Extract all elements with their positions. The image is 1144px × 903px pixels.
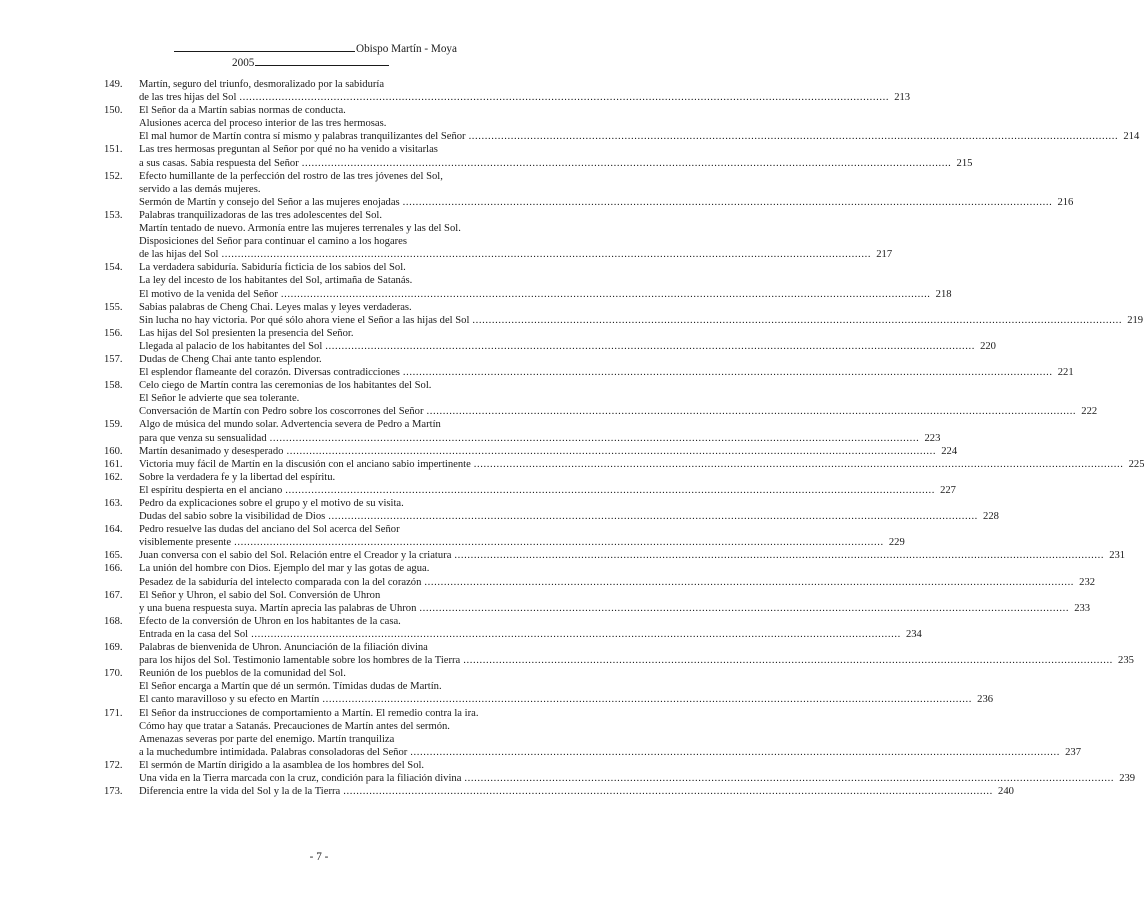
dot-leader: ........................................................................................................................................................................................................ (325, 340, 975, 352)
toc-entry-line (104, 130, 1140, 143)
toc-entry-line (104, 707, 544, 720)
entry-title-text: Cómo hay que tratar a Satanás. Precauciones de Martín antes del sermón. (139, 720, 450, 732)
entry-title-text: visiblemente presente (139, 537, 232, 549)
entry-title-text: El Señor y Uhron, el sabio del Sol. Conversión de Uhron (139, 589, 381, 601)
dot-leader: ........................................................................................................................................................................................................ (280, 288, 931, 300)
dot-leader: ........................................................................................................................................................................................................ (322, 694, 973, 706)
entry-number: 163. (104, 498, 123, 509)
toc-entry-line (104, 720, 544, 733)
entry-title-text: Las tres hermosas preguntan al Señor por qué no ha venido a visitarlas (139, 144, 438, 156)
entry-page-number: 227 (940, 484, 956, 496)
entry-title-text: Pedro da explicaciones sobre el grupo y el motivo de su visita. (139, 498, 404, 509)
entry-title-text: para que venza su sensualidad (139, 432, 267, 444)
toc-entry (104, 707, 1081, 759)
toc-entry (104, 327, 996, 353)
entry-title-text: Efecto humillante de la perfección del rostro de las tres jóvenes del Sol, (139, 170, 443, 182)
running-header (0, 40, 638, 74)
entry-number: 166. (104, 563, 123, 575)
entry-title-text: La ley del incesto de los habitantes del Sol, artimaña de Satanás. (139, 275, 413, 287)
entry-page-number: 236 (977, 694, 994, 706)
entry-page-number: 223 (924, 432, 941, 444)
toc-entry-line (104, 733, 544, 746)
entry-number: 173. (104, 786, 123, 798)
toc-entry-line (104, 445, 958, 458)
toc-entry (104, 104, 1140, 143)
toc-entry-line (104, 288, 952, 301)
entry-title-text: Amenazas severas por parte del enemigo. Martín tranquiliza (139, 733, 395, 745)
entry-page-number: 214 (1123, 131, 1140, 143)
entry-page-number: 240 (998, 786, 1014, 798)
toc-entry (104, 209, 893, 261)
entry-title-text: El Señor da instrucciones de comportamiento a Martín. El remedio contra la ira. (139, 707, 479, 719)
entry-number: 152. (104, 170, 123, 182)
entry-title-text: Victoria muy fácil de Martín en la discusión con el anciano sabio impertinente (139, 458, 471, 470)
toc-entry-line (104, 405, 1098, 418)
entry-title-text: Efecto de la conversión de Uhron en los habitantes de la casa. (139, 615, 401, 627)
dot-leader: ........................................................................................................................................................................................................ (221, 249, 872, 261)
entry-page-number: 222 (1081, 406, 1098, 418)
entry-title-text: y una buena respuesta suya. Martín aprecia las palabras de Uhron (139, 602, 417, 614)
entry-title-text: El sermón de Martín dirigido a la asamblea de los hombres del Sol. (139, 759, 425, 771)
toc-entry-line (104, 746, 1081, 759)
entry-page-number: 232 (1079, 576, 1096, 588)
toc-entry (104, 562, 1096, 588)
toc-entry-line (104, 392, 544, 405)
header-rule (255, 54, 389, 66)
entry-title-text: Palabras de bienvenida de Uhron. Anunciación de la filiación divina (139, 642, 428, 654)
table-of-contents (104, 78, 1144, 798)
entry-page-number: 218 (935, 288, 952, 300)
dot-leader: ........................................................................................................................................................................................................ (426, 406, 1077, 418)
header-year-line (232, 54, 389, 70)
toc-entry-line (104, 340, 996, 353)
toc-entry-line (104, 589, 544, 602)
entry-title-text: El Señor encarga a Martín que dé un sermón. Tímidas dudas de Martín. (139, 681, 442, 693)
entry-number: 155. (104, 301, 123, 313)
dot-leader: ........................................................................................................................................................................................................ (464, 772, 1115, 784)
entry-page-number: 215 (956, 157, 973, 169)
entry-number: 160. (104, 445, 123, 457)
dot-leader: ........................................................................................................................................................................................................ (269, 432, 920, 444)
toc-entry-line (104, 693, 994, 706)
entry-title-text: para los hijos del Sol. Testimonio lamentable sobre los hombres de la Tierra (139, 655, 461, 667)
entry-number: 169. (104, 642, 123, 654)
dot-leader: ........................................................................................................................................................................................................ (234, 537, 884, 549)
entry-title-text: Entrada en la casa del Sol (139, 628, 249, 640)
entry-page-number: 213 (894, 92, 911, 104)
toc-entry-line (104, 680, 544, 693)
entry-title-text: El esplendor flameante del corazón. Diversas contradicciones (139, 367, 400, 379)
entry-number: 168. (104, 615, 123, 627)
header-author: Obispo Martín - Moya (356, 43, 457, 55)
dot-leader: ........................................................................................................................................................................................................ (419, 602, 1070, 614)
entry-page-number: 235 (1118, 655, 1134, 667)
toc-entry-line (104, 576, 1096, 589)
entry-number: 156. (104, 327, 123, 339)
toc-entry (104, 261, 952, 300)
entry-title-text: de las tres hijas del Sol (139, 92, 237, 104)
entry-page-number: 234 (905, 628, 922, 640)
toc-entry-line (104, 759, 544, 772)
toc-entry-line (104, 209, 544, 222)
toc-entry-line (104, 314, 1144, 327)
entry-number: 161. (104, 458, 123, 470)
entry-title-text: Disposiciones del Señor para continuar el camino a los hogares (139, 236, 408, 248)
toc-entry-line (104, 667, 544, 680)
toc-entry-line (104, 418, 544, 431)
toc-entry-line (104, 602, 1091, 615)
dot-leader: ........................................................................................................................................................................................................ (285, 484, 935, 496)
toc-entry-line (104, 222, 544, 235)
toc-entry-line (104, 327, 544, 340)
entry-number: 149. (104, 79, 123, 90)
entry-title-text: Llegada al palacio de los habitantes del Sol (139, 340, 323, 352)
entry-title-text: Sabias palabras de Cheng Chai. Leyes malas y leyes verdaderas. (139, 301, 412, 313)
toc-entry-line (104, 143, 544, 156)
toc-entry (104, 143, 973, 169)
toc-entry-line (104, 117, 544, 130)
entry-page-number: 217 (876, 249, 893, 261)
entry-title-text: Celo ciego de Martín contra las ceremonias de los habitantes del Sol. (139, 380, 432, 392)
entry-title-text: El canto maravilloso y su efecto en Martín (139, 694, 320, 706)
entry-page-number: 237 (1065, 746, 1081, 758)
toc-entry-line (104, 353, 544, 366)
toc-entry-line (104, 562, 544, 575)
toc-entry-line (104, 235, 544, 248)
header-year: 2005 (232, 57, 255, 69)
entry-title-text: Dudas de Cheng Chai ante tanto esplendor. (139, 353, 322, 365)
toc-entry-line (104, 497, 544, 510)
toc-entry-line (104, 458, 1144, 471)
dot-leader: ........................................................................................................................................................................................................ (463, 655, 1113, 667)
entry-title-text: Reunión de los pueblos de la comunidad del Sol. (139, 668, 346, 680)
entry-title-text: Conversación de Martín con Pedro sobre los coscorrones del Señor (139, 406, 424, 418)
entry-number: 157. (104, 353, 123, 365)
entry-title-text: Algo de música del mundo solar. Advertencia severa de Pedro a Martín (139, 419, 441, 431)
toc-entry-line (104, 432, 941, 445)
toc-entry-line (104, 471, 544, 484)
entry-title-text: Sin lucha no hay victoria. Por qué sólo ahora viene el Señor a las hijas del Sol (139, 314, 470, 326)
entry-title-text: Martín desanimado y desesperado (139, 445, 284, 457)
toc-entry-line (104, 183, 544, 196)
entry-title-text: Diferencia entre la vida del Sol y la de la Tierra (139, 786, 341, 798)
toc-entry-line (104, 170, 544, 183)
dot-leader: ........................................................................................................................................................................................................ (472, 314, 1123, 326)
entry-title-text: La verdadera sabiduría. Sabiduría ficticia de los sabios del Sol. (139, 262, 406, 274)
toc-entry-line (104, 157, 973, 170)
entry-page-number: 239 (1119, 772, 1136, 784)
entry-title-text: a sus casas. Sabia respuesta del Señor (139, 157, 299, 169)
toc-entry-line (104, 654, 1134, 667)
entry-page-number: 220 (980, 340, 996, 352)
dot-leader: ........................................................................................................................................................................................................ (328, 511, 978, 523)
toc-entry (104, 379, 1098, 418)
dot-leader: ........................................................................................................................................................................................................ (402, 367, 1053, 379)
toc-entry (104, 353, 1074, 379)
entry-title-text: Sobre la verdadera fe y la libertad del espíritu. (139, 471, 336, 483)
dot-leader: ........................................................................................................................................................................................................ (454, 550, 1105, 562)
toc-entry-line (104, 196, 1074, 209)
entry-title-text: El Señor le advierte que sea tolerante. (139, 393, 300, 405)
toc-entry-line (104, 615, 544, 628)
toc-entry-line (104, 366, 1074, 379)
toc-entry-line (104, 523, 544, 536)
entry-number: 170. (104, 668, 123, 680)
entry-title-text: de las hijas del Sol (139, 249, 219, 261)
entry-title-text: Palabras tranquilizadoras de las tres adolescentes del Sol. (139, 209, 382, 221)
toc-entry-line (104, 549, 1126, 562)
dot-leader: ........................................................................................................................................................................................................ (251, 628, 901, 640)
entry-title-text: Martín, seguro del triunfo, desmoralizado por la sabiduría (139, 79, 385, 90)
header-rule (174, 40, 355, 52)
entry-title-text: servido a las demás mujeres. (139, 183, 261, 195)
entry-title-text: Dudas del sabio sobre la visibilidad de Dios (139, 511, 326, 523)
toc-entry (104, 78, 911, 104)
entry-title-text: Pesadez de la sabiduría del intelecto comparada con la del corazón (139, 576, 422, 588)
toc-entry (104, 549, 1126, 562)
entry-number: 150. (104, 105, 123, 117)
entry-number: 164. (104, 524, 123, 536)
entry-number: 165. (104, 550, 123, 562)
toc-entry-line (104, 91, 911, 104)
toc-entry (104, 458, 1144, 471)
entry-number: 172. (104, 759, 123, 771)
dot-leader: ........................................................................................................................................................................................................ (473, 458, 1124, 470)
toc-entry (104, 523, 905, 549)
toc-entry-line (104, 104, 544, 117)
entry-number: 158. (104, 380, 123, 392)
entry-page-number: 225 (1128, 458, 1144, 470)
toc-entry (104, 170, 1074, 209)
entry-title-text: a la muchedumbre intimidada. Palabras consoladoras del Señor (139, 746, 408, 758)
toc-entry-line (104, 772, 1136, 785)
toc-entry-line (104, 785, 1014, 798)
dot-leader: ........................................................................................................................................................................................................ (402, 196, 1053, 208)
entry-title-text: El mal humor de Martín contra sí mismo y palabras tranquilizantes del Señor (139, 131, 466, 143)
toc-entry (104, 759, 1136, 785)
entry-title-text: El motivo de la venida del Señor (139, 288, 278, 300)
entry-title-text: La unión del hombre con Dios. Ejemplo del mar y las gotas de agua. (139, 563, 430, 575)
dot-leader: ........................................................................................................................................................................................................ (343, 786, 993, 798)
toc-entry (104, 497, 999, 523)
entry-title-text: El Señor da a Martín sabias normas de conducta. (139, 105, 346, 117)
toc-entry (104, 418, 941, 444)
toc-entry-line (104, 78, 544, 91)
entry-number: 162. (104, 471, 123, 483)
dot-leader: ........................................................................................................................................................................................................ (301, 157, 952, 169)
toc-entry (104, 641, 1134, 667)
entry-title-text: Las hijas del Sol presienten la presencia del Señor. (139, 327, 354, 339)
toc-entry-line (104, 484, 956, 497)
toc-entry (104, 785, 1014, 798)
entry-page-number: 233 (1074, 602, 1091, 614)
toc-entry-line (104, 379, 544, 392)
entry-page-number: 229 (888, 537, 905, 549)
entry-page-number: 228 (983, 511, 999, 523)
toc-entry (104, 471, 956, 497)
entry-number: 171. (104, 707, 123, 719)
toc-entry (104, 615, 922, 641)
entry-title-text: Alusiones acerca del proceso interior de las tres hermosas. (139, 118, 387, 130)
entry-title-text: Martín tentado de nuevo. Armonía entre las mujeres terrenales y las del Sol. (139, 223, 461, 235)
toc-entry-line (104, 248, 893, 261)
entry-page-number: 231 (1109, 550, 1126, 562)
entry-number: 151. (104, 144, 123, 156)
toc-entry (104, 589, 1091, 615)
entry-page-number: 216 (1057, 196, 1074, 208)
entry-title-text: El espíritu despierta en el anciano (139, 484, 283, 496)
dot-leader: ........................................................................................................................................................................................................ (286, 445, 937, 457)
toc-entry-line (104, 510, 999, 523)
page-number: - 7 - (309, 851, 329, 863)
toc-entry-line (104, 628, 922, 641)
entry-title-text: Pedro resuelve las dudas del anciano del Sol acerca del Señor (139, 524, 400, 536)
toc-entry-line (104, 641, 544, 654)
entry-number: 154. (104, 262, 123, 274)
entry-page-number: 219 (1127, 314, 1144, 326)
dot-leader: ........................................................................................................................................................................................................ (239, 92, 890, 104)
entry-title-text: Juan conversa con el sabio del Sol. Relación entre el Creador y la criatura (139, 550, 452, 562)
entry-page-number: 224 (941, 445, 958, 457)
toc-entry-line (104, 274, 544, 287)
entry-number: 153. (104, 209, 123, 221)
dot-leader: ........................................................................................................................................................................................................ (424, 576, 1075, 588)
toc-entry (104, 301, 1144, 327)
toc-entry-line (104, 301, 544, 314)
entry-title-text: Sermón de Martín y consejo del Señor a las mujeres enojadas (139, 196, 400, 208)
toc-entry-line (104, 261, 544, 274)
toc-entry (104, 445, 958, 458)
toc-entry (104, 667, 994, 706)
dot-leader: ........................................................................................................................................................................................................ (410, 746, 1060, 758)
entry-page-number: 221 (1057, 367, 1074, 379)
entry-number: 159. (104, 419, 123, 431)
entry-title-text: Una vida en la Tierra marcada con la cruz, condición para la filiación divina (139, 772, 462, 784)
dot-leader: ........................................................................................................................................................................................................ (468, 131, 1119, 143)
entry-number: 167. (104, 589, 123, 601)
toc-entry-line (104, 536, 905, 549)
